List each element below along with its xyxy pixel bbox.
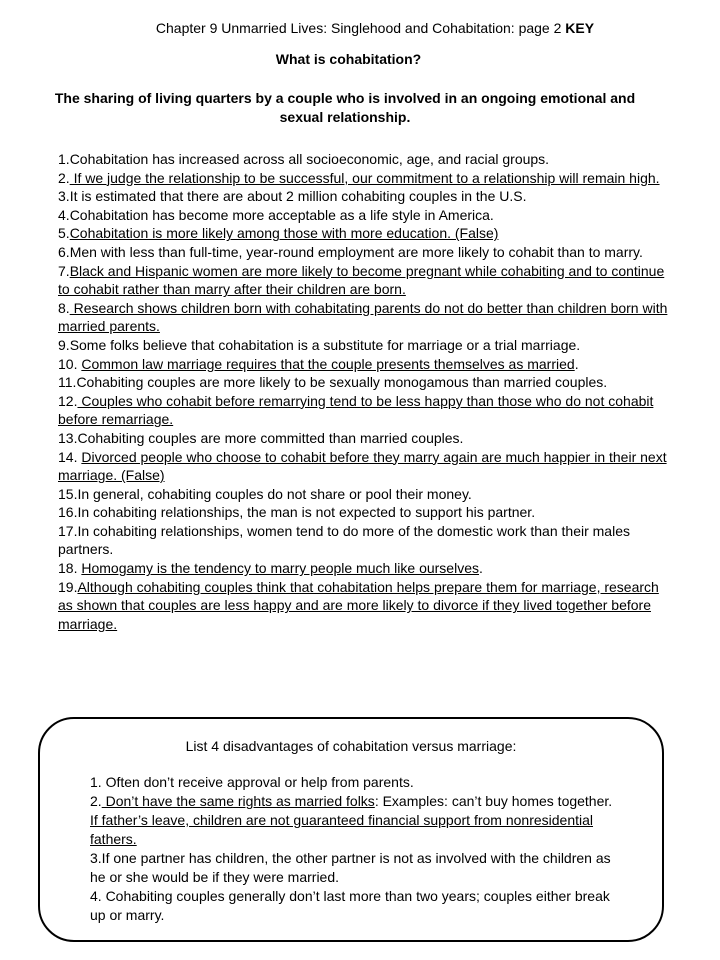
disadvantage-4: 4. Cohabiting couples generally don’t last more than two years; couples either break up or marry. xyxy=(90,888,610,923)
list-item: 7.Black and Hispanic women are more likely to become pregnant while cohabiting and to continue to cohabit rather than marry after their children are born. xyxy=(58,262,665,298)
list-item: 16.In cohabiting relationships, the man is not expected to support his partner. xyxy=(58,504,536,521)
list-item: 14. Divorced people who choose to cohabit before they marry again are much happier in their next marriage. (False) xyxy=(58,448,667,484)
list-item: 4.Cohabitation has become more acceptable as a life style in America. xyxy=(58,206,494,223)
disadvantage-3: 3.If one partner has children, the other partner is not as involved with the children as he or she would be if they were married. xyxy=(90,850,611,885)
disadvantage-2: 2. Don’t have the same rights as married folks: Examples: can’t buy homes together. If father’s leave, children are not guaranteed financial support from nonresidential fathers. xyxy=(90,793,613,847)
list-item: 8. Research shows children born with cohabitating parents do not do better than children born with married parents. xyxy=(58,299,668,335)
list-item: 13.Cohabiting couples are more committed than married couples. xyxy=(58,429,464,446)
section-question: What is cohabitation? xyxy=(275,51,422,67)
list-item: 18. Homogamy is the tendency to marry people much like ourselves. xyxy=(58,560,483,577)
list-item: 15.In general, cohabiting couples do not share or pool their money. xyxy=(58,485,472,502)
box-title: List 4 disadvantages of cohabitation versus marriage: xyxy=(185,738,517,754)
page-header xyxy=(0,20,720,36)
list-item: 1.Cohabitation has increased across all socioeconomic, age, and racial groups. xyxy=(58,151,550,167)
list-item: 2. If we judge the relationship to be successful, our commitment to a relationship will remain high. xyxy=(58,169,660,186)
list-item: 12. Couples who cohabit before remarrying tend to be less happy than those who do not cohabit before remarriage. xyxy=(58,392,654,428)
list-item: 19.Although cohabiting couples think that cohabitation helps prepare them for marriage, research as shown that couples are less happy and are more likely to divorce if they lived together before marriage. xyxy=(58,578,659,632)
header-title: Chapter 9 Unmarried Lives: Singlehood and Cohabitation: page 2 xyxy=(155,20,562,36)
definition-text: The sharing of living quarters by a couple who is involved in an ongoing emotional and sexual relationship. xyxy=(54,90,636,125)
list-item: 11.Cohabiting couples are more likely to be sexually monogamous than married couples. xyxy=(58,374,608,391)
header-key: KEY xyxy=(565,20,595,36)
list-item: 6.Men with less than full-time, year-round employment are more likely to cohabit than to marry. xyxy=(58,243,643,260)
disadvantages-list xyxy=(90,773,620,925)
statement-list xyxy=(58,150,673,633)
list-item: 5.Cohabitation is more likely among those with more education. (False) xyxy=(58,225,499,242)
list-item: 9.Some folks believe that cohabitation is a substitute for marriage or a trial marriage. xyxy=(58,336,581,353)
list-item: 10. Common law marriage requires that the couple presents themselves as married. xyxy=(58,355,579,372)
list-item: 17.In cohabiting relationships, women tend to do more of the domestic work than their males partners. xyxy=(58,522,630,558)
list-item: 3.It is estimated that there are about 2 million cohabiting couples in the U.S. xyxy=(58,188,527,205)
disadvantage-1: 1. Often don’t receive approval or help from parents. xyxy=(90,774,414,790)
